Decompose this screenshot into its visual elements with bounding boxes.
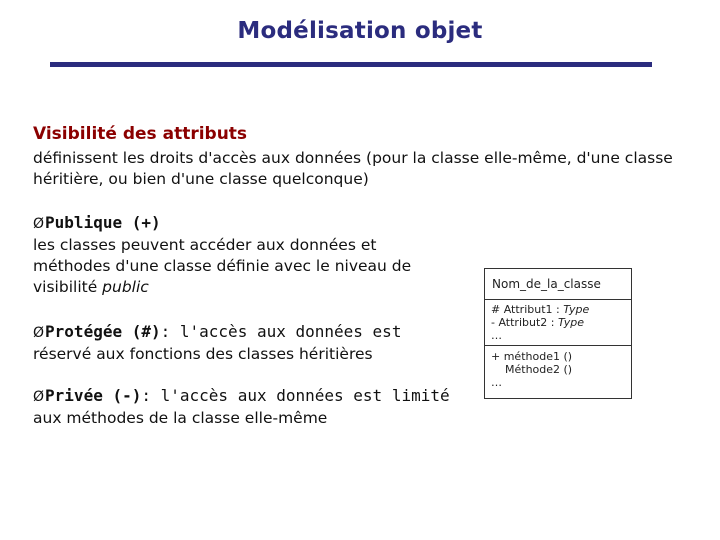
section-intro: définissent les droits d'accès aux données (pour la classe elle-même, d'une classe héritière, ou bien d'une classe quelconque) [33, 149, 673, 188]
visibility-protected [33, 321, 453, 365]
uml-class-name: Nom_de_la_classe [485, 269, 631, 300]
visibility-public [33, 212, 453, 298]
arrow-bullet-icon: Ø [33, 325, 45, 341]
section-heading: Visibilité des attributs [33, 124, 248, 144]
private-term: Privée (-) [45, 386, 142, 405]
uml-attribute-2-type: Type [557, 316, 584, 329]
public-description: les classes peuvent accéder aux données et méthodes d'une classe définie avec le niveau de visibilité [33, 236, 412, 296]
uml-attribute-1-name: # Attribut1 : [491, 303, 564, 316]
uml-attribute-more: … [491, 329, 502, 342]
uml-attributes [485, 300, 631, 346]
uml-methods [485, 346, 631, 389]
uml-attribute-2 [491, 316, 631, 329]
protected-lead: : l'accès aux données est [160, 322, 402, 341]
private-description: aux méthodes de la classe elle-même [33, 409, 328, 427]
uml-attribute-1-type: Type [563, 303, 590, 316]
protected-description: réservé aux fonctions des classes héritières [33, 345, 373, 363]
uml-attribute-1 [491, 303, 631, 316]
public-keyword: public [102, 278, 149, 296]
uml-method-more: … [491, 376, 502, 389]
visibility-private [33, 385, 453, 429]
title-divider [50, 62, 652, 67]
uml-method-1: + méthode1 () [491, 350, 573, 363]
arrow-bullet-icon: Ø [33, 389, 45, 405]
private-lead: : l'accès aux données est limité [141, 386, 450, 405]
uml-class-diagram [484, 268, 632, 399]
slide-title: Modélisation objet [237, 18, 483, 44]
uml-method-2: Méthode2 () [505, 363, 573, 376]
arrow-bullet-icon: Ø [33, 216, 45, 232]
uml-attribute-2-name: - Attribut2 : [491, 316, 558, 329]
public-term: Publique (+) [45, 213, 161, 232]
protected-term: Protégée (#) [45, 322, 161, 341]
